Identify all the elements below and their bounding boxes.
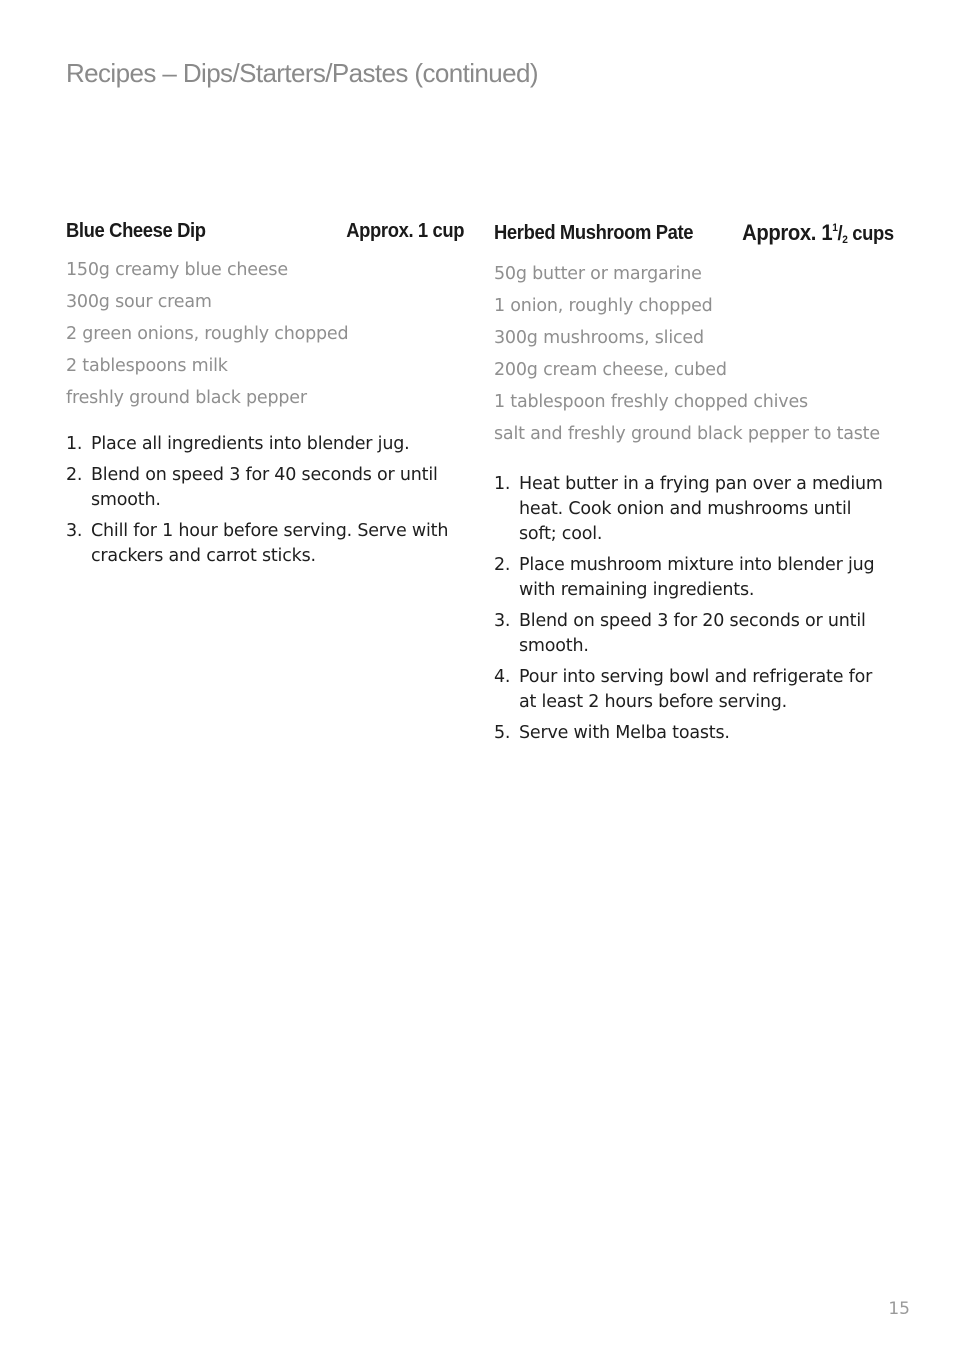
step-number: 4. [494,667,511,687]
step-text: Place mushroom mixture into blender jug with remaining ingredients. [519,555,875,600]
ingredient-item: 300g mushrooms, sliced [494,328,704,348]
recipe-title: Herbed Mushroom Pate [494,222,694,244]
step-text: Heat butter in a frying pan over a medium heat. Cook onion and mushrooms until soft; cool. [519,474,883,544]
method-step [494,665,894,715]
method-steps [66,432,464,569]
ingredient-item: 300g sour cream [66,292,212,312]
yield-numerator: 1 [832,222,838,234]
ingredient-item: 150g creamy blue cheese [66,260,288,280]
method-step [494,721,894,746]
step-number: 5. [494,723,511,743]
step-text: Blend on speed 3 for 40 seconds or until smooth. [91,465,438,510]
yield-denominator: 2 [842,234,848,246]
recipe-blue-cheese-dip [66,220,464,575]
step-number: 1. [66,434,83,454]
ingredient-list [494,258,894,450]
method-step [66,519,464,569]
ingredient-list [66,254,464,414]
ingredient-item: 50g butter or margarine [494,264,702,284]
step-text: Pour into serving bowl and refrigerate for at least 2 hours before serving. [519,667,873,712]
ingredient-item: 1 onion, roughly chopped [494,296,713,316]
method-step [66,432,464,457]
method-step [66,463,464,513]
recipe-header [494,220,894,250]
step-number: 3. [494,611,511,631]
step-number: 2. [494,555,511,575]
recipe-yield: Approx. 1 cup [346,220,464,242]
yield-suffix: cups [852,223,894,245]
step-number: 1. [494,474,511,494]
ingredient-item: 2 green onions, roughly chopped [66,324,349,344]
yield-prefix: Approx. 1 [742,220,833,245]
method-step [494,609,894,659]
ingredient-item: 200g cream cheese, cubed [494,360,727,380]
page-title: Recipes – Dips/Starters/Pastes (continued) [66,58,538,88]
recipe-title: Blue Cheese Dip [66,220,206,242]
step-text: Blend on speed 3 for 20 seconds or until smooth. [519,611,866,656]
method-steps [494,472,894,746]
method-step [494,472,894,547]
recipe-herbed-mushroom-pate [494,220,894,752]
step-text: Serve with Melba toasts. [519,723,730,743]
recipe-yield: Approx. $1^1/_2$ cups [742,220,894,246]
page-number: 15 [888,1299,910,1319]
ingredient-item: 1 tablespoon freshly chopped chives [494,392,808,412]
ingredient-item: freshly ground black pepper [66,388,307,408]
step-text: Place all ingredients into blender jug. [91,434,410,454]
ingredient-item: 2 tablespoons milk [66,356,228,376]
method-step [494,553,894,603]
ingredient-item: salt and freshly ground black pepper to taste [494,424,880,444]
step-number: 3. [66,521,83,541]
step-number: 2. [66,465,83,485]
recipe-header [66,220,464,250]
step-text: Chill for 1 hour before serving. Serve with crackers and carrot sticks. [91,521,449,566]
